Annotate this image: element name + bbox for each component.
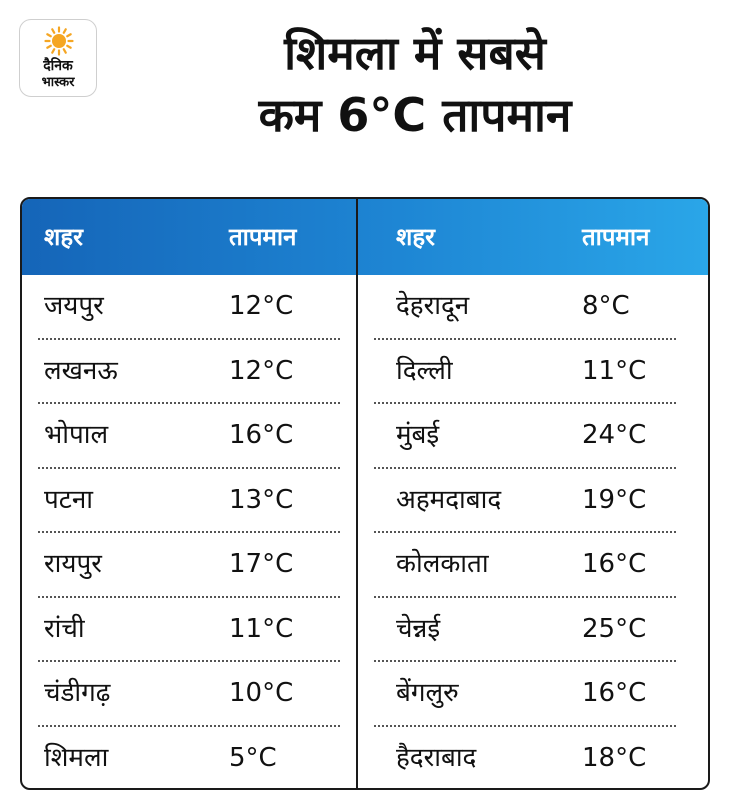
temperature-value: 16°C (229, 420, 294, 450)
city-name: कोलकाता (396, 549, 489, 579)
city-name: चेन्नई (396, 613, 441, 644)
title-line-2: कम 6°C तापमान (258, 88, 572, 142)
city-name: शिमला (44, 742, 109, 773)
table-row (22, 340, 356, 405)
table-row (358, 340, 692, 405)
city-name: रायपुर (44, 549, 102, 579)
sun-ray (67, 34, 70, 36)
table-row (22, 275, 356, 340)
city-name: लखनऊ (44, 355, 118, 386)
sun-ray (64, 49, 66, 52)
table-row (358, 662, 692, 727)
table-left-half (22, 199, 356, 788)
rows-right (358, 275, 692, 790)
table-row (22, 598, 356, 663)
temperature-table (20, 197, 710, 790)
sun-icon (44, 26, 74, 56)
temperature-value: 19°C (582, 484, 647, 515)
rows-left (22, 275, 356, 790)
city-name: मुंबई (396, 420, 440, 450)
temperature-value: 11°C (229, 613, 294, 644)
temperature-value: 5°C (229, 742, 277, 773)
city-name: जयपुर (44, 291, 104, 321)
sun-ray (47, 34, 50, 36)
city-name: चंडीगढ़ (44, 678, 111, 708)
city-name: भोपाल (44, 420, 109, 450)
brand-logo (19, 19, 97, 97)
header-temp-left: तापमान (229, 223, 297, 251)
temperature-value: 25°C (582, 613, 647, 644)
title-line-1: शिमला में सबसे (284, 26, 546, 80)
city-name: अहमदाबाद (396, 484, 502, 515)
sun-ray (67, 46, 70, 48)
table-row (358, 404, 692, 469)
table-row (22, 404, 356, 469)
sun-ray (52, 29, 54, 32)
sun-ray (64, 29, 66, 32)
city-name: पटना (44, 484, 94, 515)
page-title (120, 22, 710, 146)
temperature-value: 10°C (229, 678, 294, 708)
temperature-value: 17°C (229, 549, 294, 579)
table-row (358, 598, 692, 663)
temperature-value: 12°C (229, 355, 294, 386)
header-temp-right: तापमान (582, 223, 650, 251)
header-city-right: शहर (396, 223, 435, 251)
table-row (358, 469, 692, 534)
table-row (358, 533, 692, 598)
table-row (358, 275, 692, 340)
city-name: दिल्ली (396, 355, 453, 386)
table-row (22, 533, 356, 598)
city-name: बेंगलुरु (396, 678, 459, 708)
temperature-value: 16°C (582, 549, 647, 579)
table-row (22, 727, 356, 791)
table-row (22, 662, 356, 727)
table-row (22, 469, 356, 534)
table-row (358, 727, 692, 791)
temperature-value: 8°C (582, 291, 630, 321)
sun-ray (52, 49, 54, 52)
city-name: हैदराबाद (396, 742, 477, 773)
sun-ray (47, 46, 50, 48)
logo-text-line2: भास्कर (41, 75, 75, 90)
temperature-value: 13°C (229, 484, 294, 515)
temperature-value: 24°C (582, 420, 647, 450)
temperature-value: 18°C (582, 742, 647, 773)
table-right-half (358, 199, 692, 788)
city-name: देहरादून (396, 291, 470, 321)
temperature-value: 16°C (582, 678, 647, 708)
city-name: रांची (44, 613, 85, 644)
header-city-left: शहर (44, 223, 83, 251)
temperature-value: 11°C (582, 355, 647, 386)
temperature-value: 12°C (229, 291, 294, 321)
logo-text-line1: दैनिक (43, 58, 73, 74)
